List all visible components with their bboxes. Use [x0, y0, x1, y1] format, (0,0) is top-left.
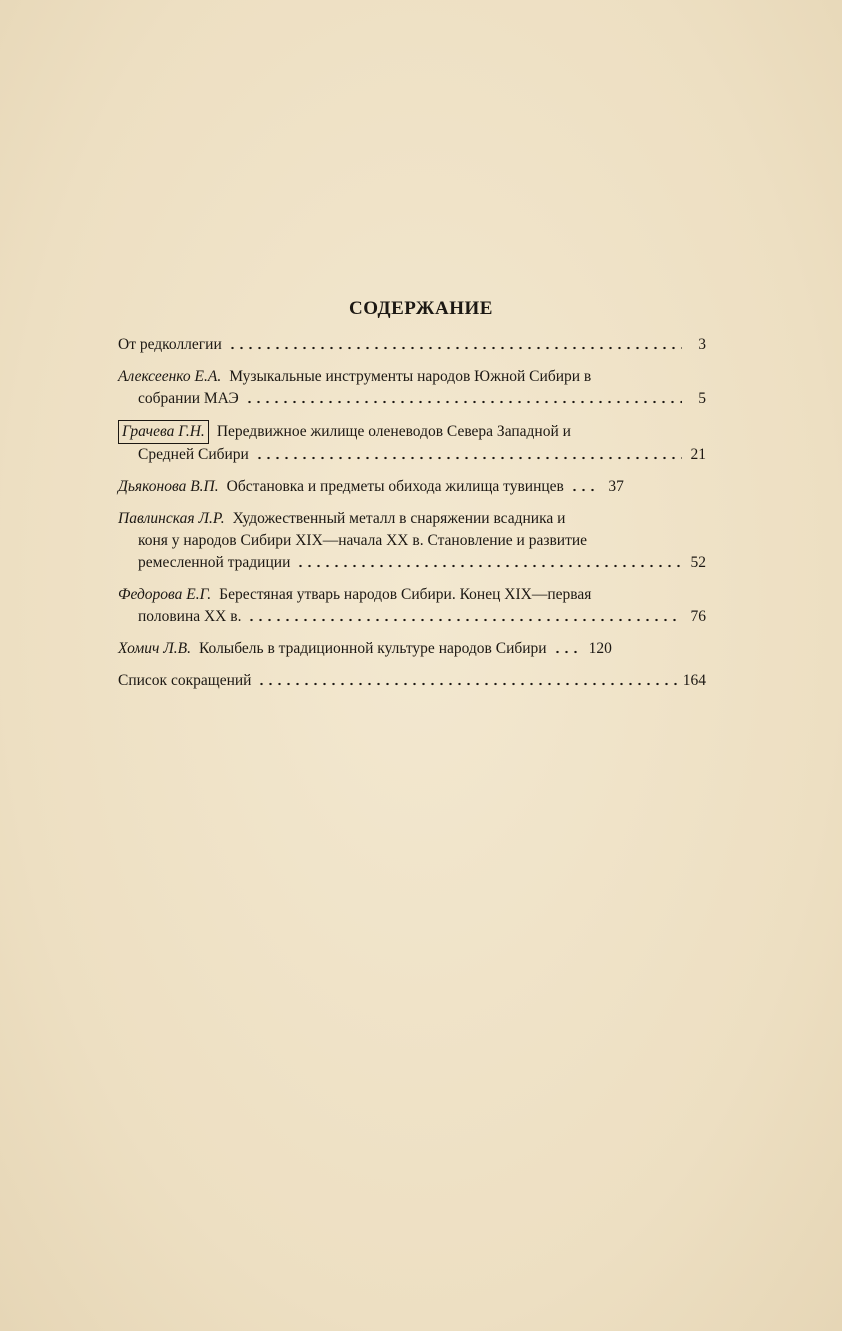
toc-entry-gracheva[interactable]	[118, 420, 706, 466]
toc-entry-author: Федорова Е.Г.	[118, 586, 212, 603]
toc-entry-title: От редколлегии	[118, 336, 222, 353]
page-number: 21	[690, 446, 706, 463]
toc-entry-title-line2: коня у народов Сибири XIX—начала XX в. Становление и развитие	[138, 532, 588, 549]
toc-entry-khomich[interactable]	[118, 638, 706, 660]
toc-entry-title: Обстановка и предметы обихода жилища тувинцев	[226, 478, 564, 495]
leader-dots	[570, 487, 600, 493]
toc-title: СОДЕРЖАНИЕ	[349, 298, 493, 319]
toc-entry-pavlinskaya[interactable]	[118, 508, 706, 574]
toc-entry-title-line2: собрании МАЭ	[138, 390, 239, 407]
page-number: 76	[690, 608, 706, 625]
page-number: 120	[588, 640, 612, 657]
toc-entry-alekseenko[interactable]	[118, 366, 706, 410]
page-number: 3	[698, 336, 706, 353]
page-number: 37	[608, 478, 624, 495]
toc-entry-editorial[interactable]	[118, 334, 706, 356]
toc-entry-author: Алексеенко Е.А.	[118, 368, 222, 385]
toc-entry-title-line1: Берестяная утварь народов Сибири. Конец XIX—первая	[219, 586, 592, 603]
toc-entry-author: Грачева Г.Н.	[118, 420, 209, 444]
leader-dots	[553, 649, 583, 655]
page-number: 52	[690, 554, 706, 571]
page-number: 5	[698, 390, 706, 407]
toc-entry-author: Дьяконова В.П.	[118, 478, 219, 495]
table-of-contents	[118, 334, 706, 702]
toc-entry-title-line3: ремесленной традиции	[138, 554, 291, 571]
toc-entry-title: Колыбель в традиционной культуре народов Сибири	[198, 640, 547, 657]
leader-dots	[228, 345, 682, 351]
toc-entry-title-line2: половина XX в.	[138, 608, 242, 625]
toc-entry-title-line1: Художественный металл в снаряжении всадника и	[232, 510, 566, 527]
leader-dots	[255, 455, 682, 461]
toc-entry-title-line1: Музыкальные инструменты народов Южной Сибири в	[229, 368, 592, 385]
leader-dots	[296, 563, 682, 569]
toc-entry-abbreviations[interactable]	[118, 670, 706, 692]
toc-entry-author: Хомич Л.В.	[118, 640, 191, 657]
leader-dots	[245, 399, 682, 405]
toc-entry-title-line1: Передвижное жилище оленеводов Севера Западной и	[216, 423, 571, 440]
toc-entry-title-line2: Средней Сибири	[138, 446, 249, 463]
leader-dots	[247, 617, 682, 623]
toc-entry-title: Список сокращений	[118, 672, 252, 689]
toc-entry-author: Павлинская Л.Р.	[118, 510, 225, 527]
leader-dots	[257, 681, 676, 687]
toc-entry-fedorova[interactable]	[118, 584, 706, 628]
toc-entry-dyakonova[interactable]	[118, 476, 706, 498]
page-number: 164	[682, 672, 706, 689]
